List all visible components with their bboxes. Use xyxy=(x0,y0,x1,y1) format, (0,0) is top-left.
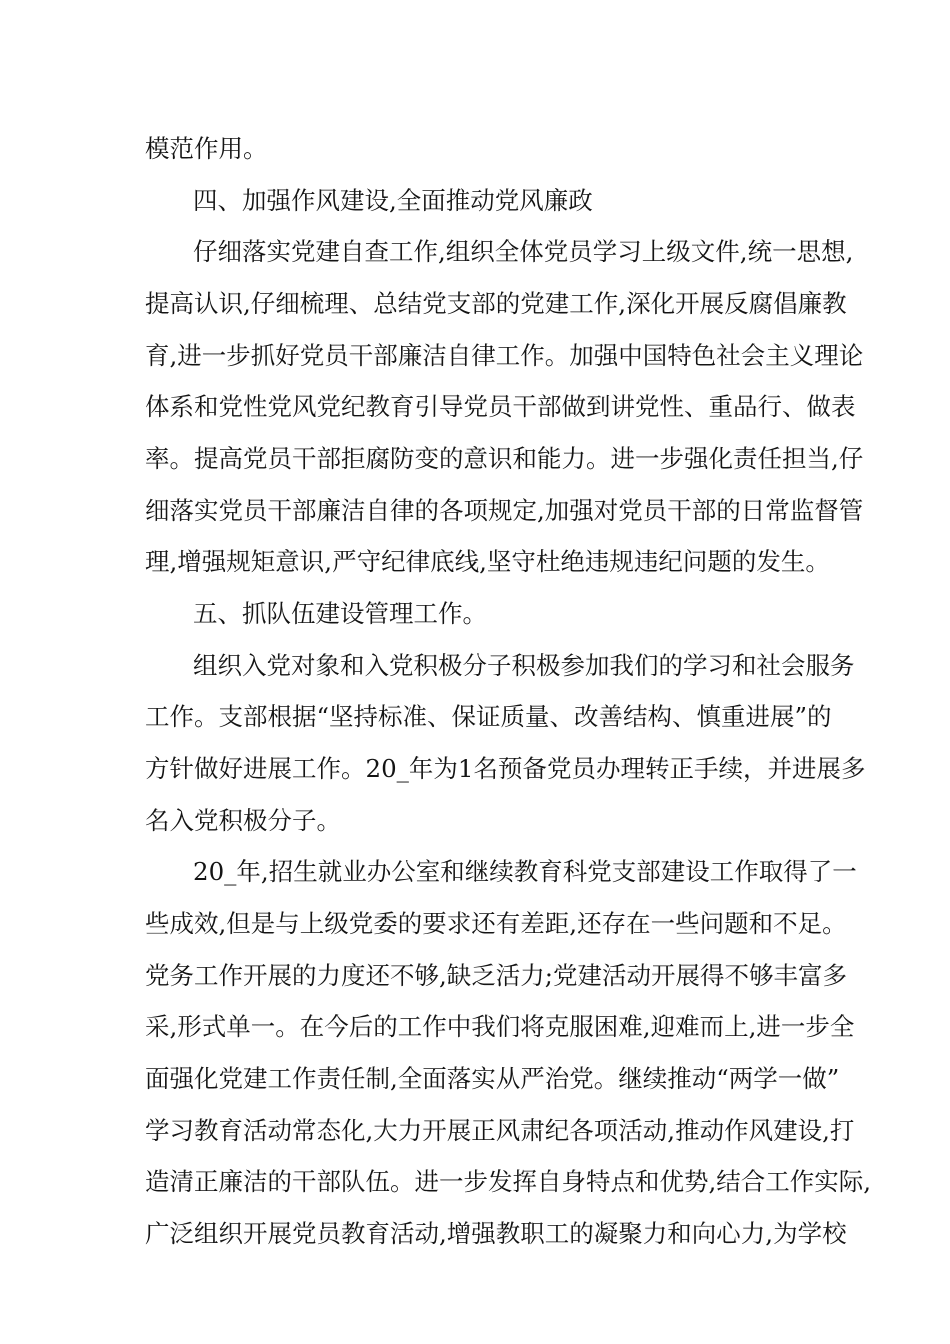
text-line: 组织入党对象和入党积极分子积极参加我们的学习和社会服务 xyxy=(193,651,855,680)
text-line: 体系和党性党风党纪教育引导党员干部做到讲党性、重品行、做表 xyxy=(145,392,856,421)
text-line: 理,增强规矩意识,严守纪律底线,坚守杜绝违规违纪问题的发生。 xyxy=(145,547,830,576)
text-line: 育,进一步抓好党员干部廉洁自律工作。加强中国特色社会主义理论 xyxy=(145,341,864,370)
text-line: 广泛组织开展党员教育活动,增强教职工的凝聚力和向心力,为学校 xyxy=(145,1219,847,1248)
text-line: 20_年,招生就业办公室和继续教育科党支部建设工作取得了一 xyxy=(193,857,857,886)
text-line: 方针做好进展工作。20_年为1名预备党员办理转正手续，并进展多 xyxy=(145,754,866,783)
text-line: 提高认识,仔细梳理、总结党支部的党建工作,深化开展反腐倡廉教 xyxy=(145,289,847,318)
text-line: 些成效,但是与上级党委的要求还有差距,还存在一些问题和不足。 xyxy=(145,909,847,938)
text-line: 率。提高党员干部拒腐防变的意识和能力。进一步强化责任担当,仔 xyxy=(145,444,864,473)
section-heading: 五、抓队伍建设管理工作。 xyxy=(193,599,487,628)
text-line: 细落实党员干部廉洁自律的各项规定,加强对党员干部的日常监督管 xyxy=(145,496,864,525)
text-line: 采,形式单一。在今后的工作中我们将克服困难,迎难而上,进一步全 xyxy=(145,1012,855,1041)
text-line: 学习教育活动常态化,大力开展正风肃纪各项活动,推动作风建设,打 xyxy=(145,1116,855,1145)
text-line: 名入党积极分子。 xyxy=(145,806,341,835)
section-heading: 四、加强作风建设,全面推动党风廉政 xyxy=(193,186,593,215)
text-line: 面强化党建工作责任制,全面落实从严治党。继续推动“两学一做” xyxy=(145,1064,840,1093)
text-line: 造清正廉洁的干部队伍。进一步发挥自身特点和优势,结合工作实际, xyxy=(145,1167,872,1196)
text-line: 工作。支部根据“坚持标准、保证质量、改善结构、慎重进展”的 xyxy=(145,702,832,731)
text-line: 模范作用。 xyxy=(145,134,268,163)
text-line: 仔细落实党建自查工作,组织全体党员学习上级文件,统一思想, xyxy=(193,237,854,266)
text-line: 党务工作开展的力度还不够,缺乏活力;党建活动开展得不够丰富多 xyxy=(145,961,848,990)
